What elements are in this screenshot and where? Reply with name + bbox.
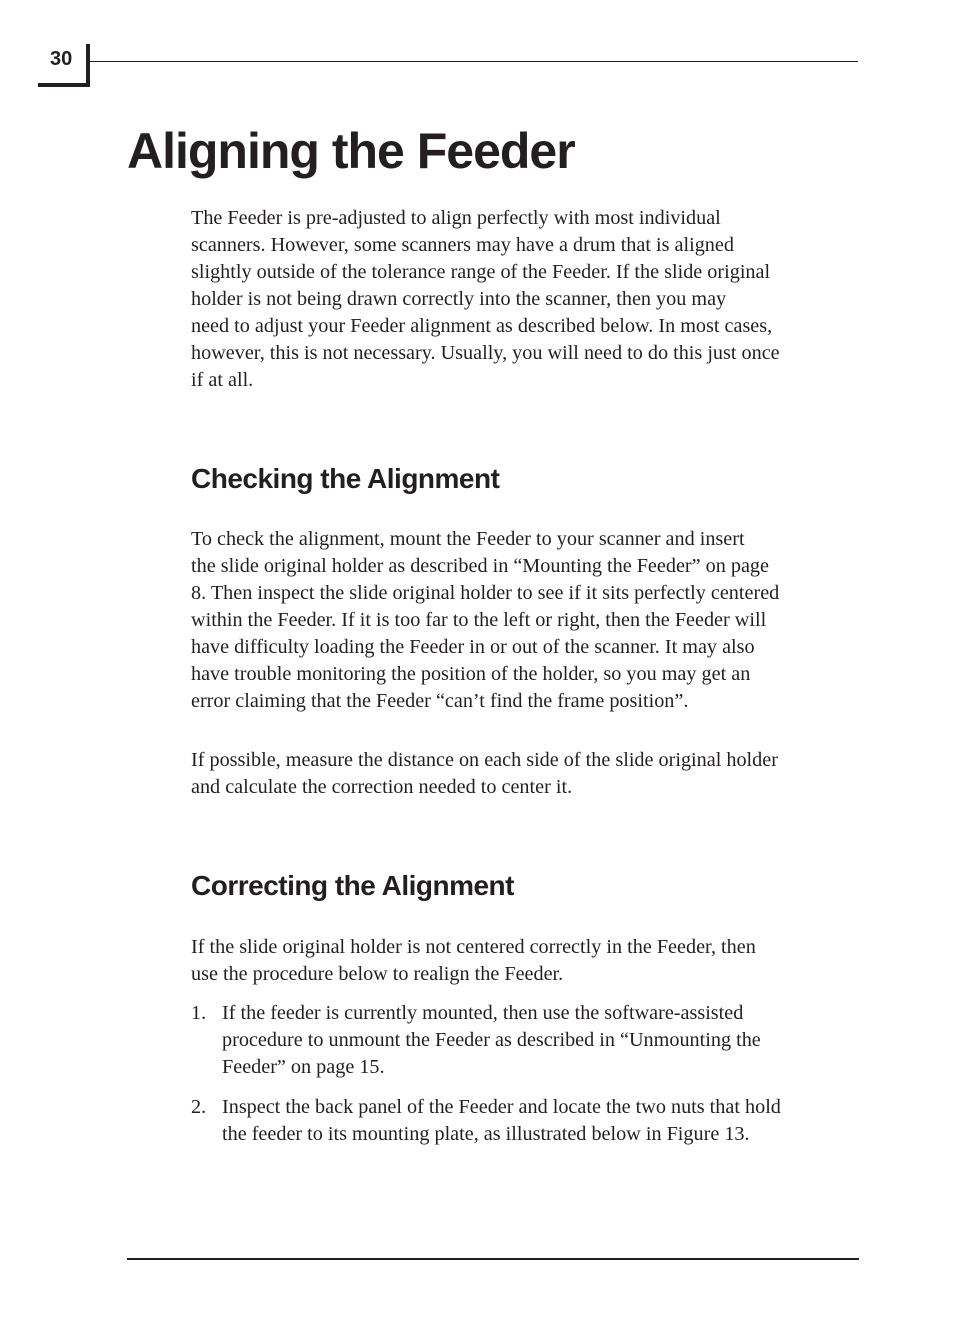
list-number: 1. — [191, 1002, 207, 1024]
text-line: scanners. However, some scanners may have a drum that is aligned — [191, 234, 734, 256]
intro-paragraph — [191, 205, 856, 394]
text-line: 8. Then inspect the slide original holder to see if it sits perfectly centered — [191, 582, 780, 604]
section-heading-checking: Checking the Alignment — [191, 463, 500, 494]
text-line: slightly outside of the tolerance range of the Feeder. If the slide original — [191, 261, 771, 283]
text-line: have trouble monitoring the position of the holder, so you may get an — [191, 663, 751, 685]
text-line: need to adjust your Feeder alignment as described below. In most cases, — [191, 315, 773, 337]
text-line: within the Feeder. If it is too far to the left or right, then the Feeder will — [191, 609, 767, 631]
text-line: however, this is not necessary. Usually, you will need to do this just once — [191, 342, 780, 364]
text-line: use the procedure below to realign the Feeder. — [191, 963, 564, 985]
text-line: error claiming that the Feeder “can’t find the frame position”. — [191, 690, 689, 712]
list-item-step-2 — [191, 1094, 856, 1148]
page-number: 30 — [50, 48, 73, 70]
text-line: Inspect the back panel of the Feeder and locate the two nuts that hold — [222, 1096, 781, 1118]
text-line: procedure to unmount the Feeder as described in “Unmounting the — [222, 1029, 761, 1051]
text-line: If the slide original holder is not centered correctly in the Feeder, then — [191, 936, 756, 958]
list-item-body — [222, 1000, 761, 1081]
correcting-intro-paragraph — [191, 934, 856, 988]
text-line: If possible, measure the distance on each side of the slide original holder — [191, 749, 778, 771]
list-item-body — [222, 1094, 781, 1148]
header-corner-vertical-rule — [86, 44, 90, 87]
header-rule — [90, 61, 858, 62]
text-line: Feeder” on page 15. — [222, 1056, 385, 1078]
text-line: have difficulty loading the Feeder in or out of the scanner. It may also — [191, 636, 755, 658]
page-title: Aligning the Feeder — [127, 123, 575, 179]
text-line: and calculate the correction needed to center it. — [191, 776, 573, 798]
list-item-step-1 — [191, 1000, 856, 1081]
checking-paragraph-1 — [191, 526, 856, 715]
list-number: 2. — [191, 1096, 207, 1118]
text-line: if at all. — [191, 369, 254, 391]
text-line: If the feeder is currently mounted, then use the software-assisted — [222, 1002, 744, 1024]
text-line: the feeder to its mounting plate, as illustrated below in Figure 13. — [222, 1123, 750, 1145]
checking-paragraph-2 — [191, 747, 856, 801]
footer-rule — [127, 1258, 859, 1260]
section-heading-correcting: Correcting the Alignment — [191, 870, 514, 901]
text-line: To check the alignment, mount the Feeder to your scanner and insert — [191, 528, 745, 550]
text-line: The Feeder is pre-adjusted to align perfectly with most individual — [191, 207, 721, 229]
text-line: holder is not being drawn correctly into the scanner, then you may — [191, 288, 727, 310]
text-line: the slide original holder as described in “Mounting the Feeder” on page — [191, 555, 769, 577]
